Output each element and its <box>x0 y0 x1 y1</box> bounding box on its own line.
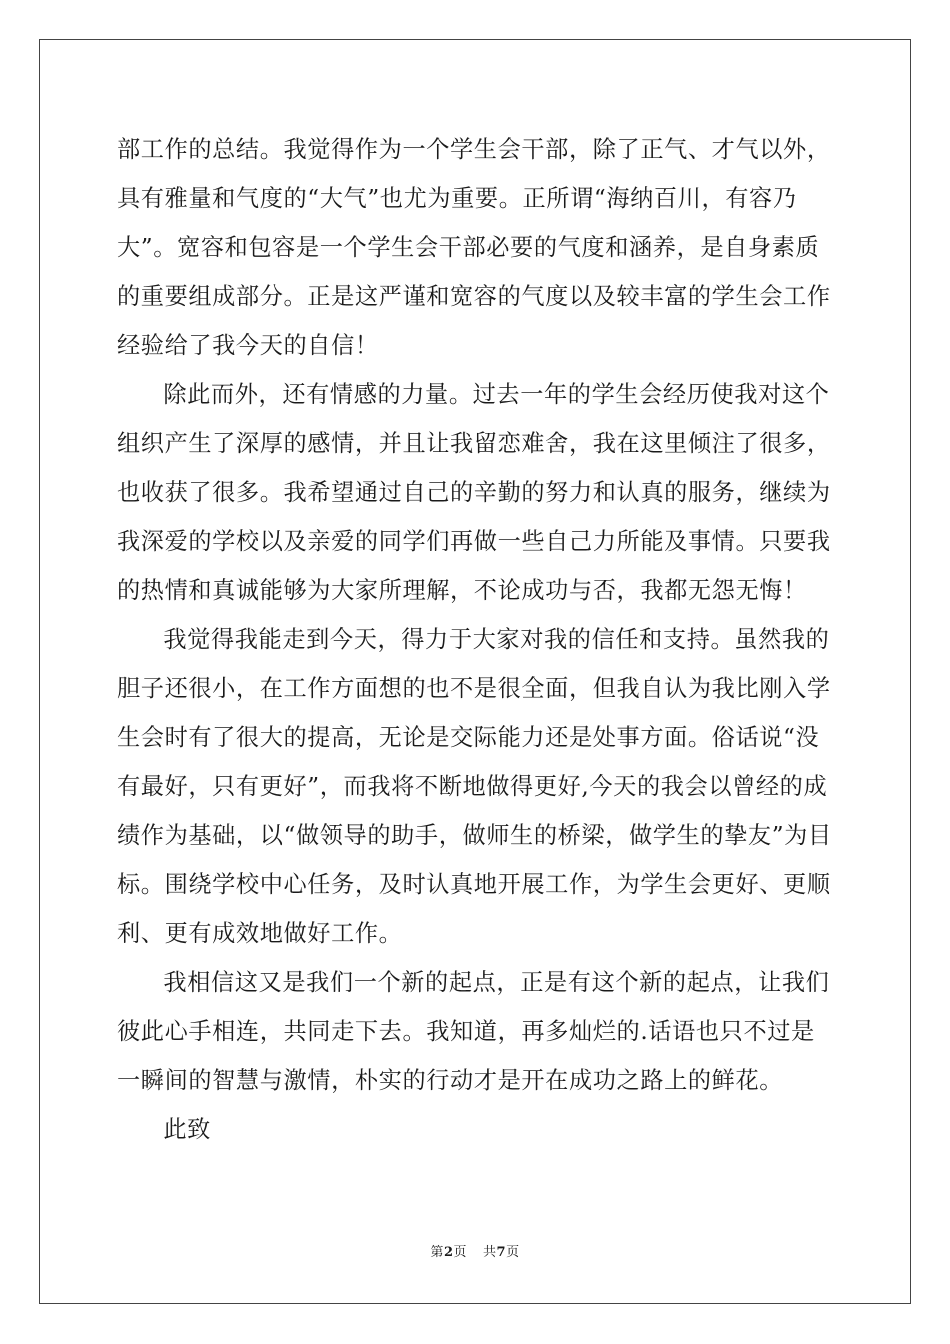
page-indicator: 第2页 <box>430 1245 467 1260</box>
total-pages-number: 7 <box>496 1245 507 1260</box>
page-footer <box>0 1244 950 1262</box>
paragraph-4: 我相信这又是我们一个新的起点，正是有这个新的起点，让我们彼此心手相连，共同走下去。我知道，再多灿烂的.话语也只不过是一瞬间的智慧与激情，朴实的行动才是开在成功之路上的鲜花。 <box>117 969 830 1094</box>
closing-salutation: 此致 <box>163 1116 211 1143</box>
paragraph-3: 我觉得我能走到今天，得力于大家对我的信任和支持。虽然我的胆子还很小，在工作方面想的也不是很全面，但我自认为我比刚入学生会时有了很大的提高，无论是交际能力还是处事方面。俗话说“没有最好，只有更好”，而我将不断地做得更好,今天的我会以曾经的成绩作为基础，以“做领导的助手，做师生的桥梁，做学生的挚友”为目标。围绕学校中心任务，及时认真地开展工作，为学生会更好、更顺利、更有成效地做好工作。 <box>117 626 832 947</box>
current-page-number: 2 <box>443 1245 454 1260</box>
paragraph-2: 除此而外，还有情感的力量。过去一年的学生会经历使我对这个组织产生了深厚的感情，并且让我留恋难舍，我在这里倾注了很多，也收获了很多。我希望通过自己的辛勤的努力和认真的服务，继续为我深爱的学校以及亲爱的同学们再做一些自己力所能及事情。只要我的热情和真诚能够为大家所理解，不论成功与否，我都无怨无悔！ <box>117 381 831 604</box>
total-pages-indicator: 共7页 <box>483 1245 520 1260</box>
paragraph-1: 部工作的总结。我觉得作为一个学生会干部，除了正气、才气以外，具有雅量和气度的“大气”也尤为重要。正所谓“海纳百川，有容乃大”。宽容和包容是一个学生会干部必要的气度和涵养，是自身素质的重要组成部分。正是这严谨和宽容的气度以及较丰富的学生会工作经验给了我今天的自信！ <box>117 136 831 359</box>
document-body <box>117 125 837 1154</box>
